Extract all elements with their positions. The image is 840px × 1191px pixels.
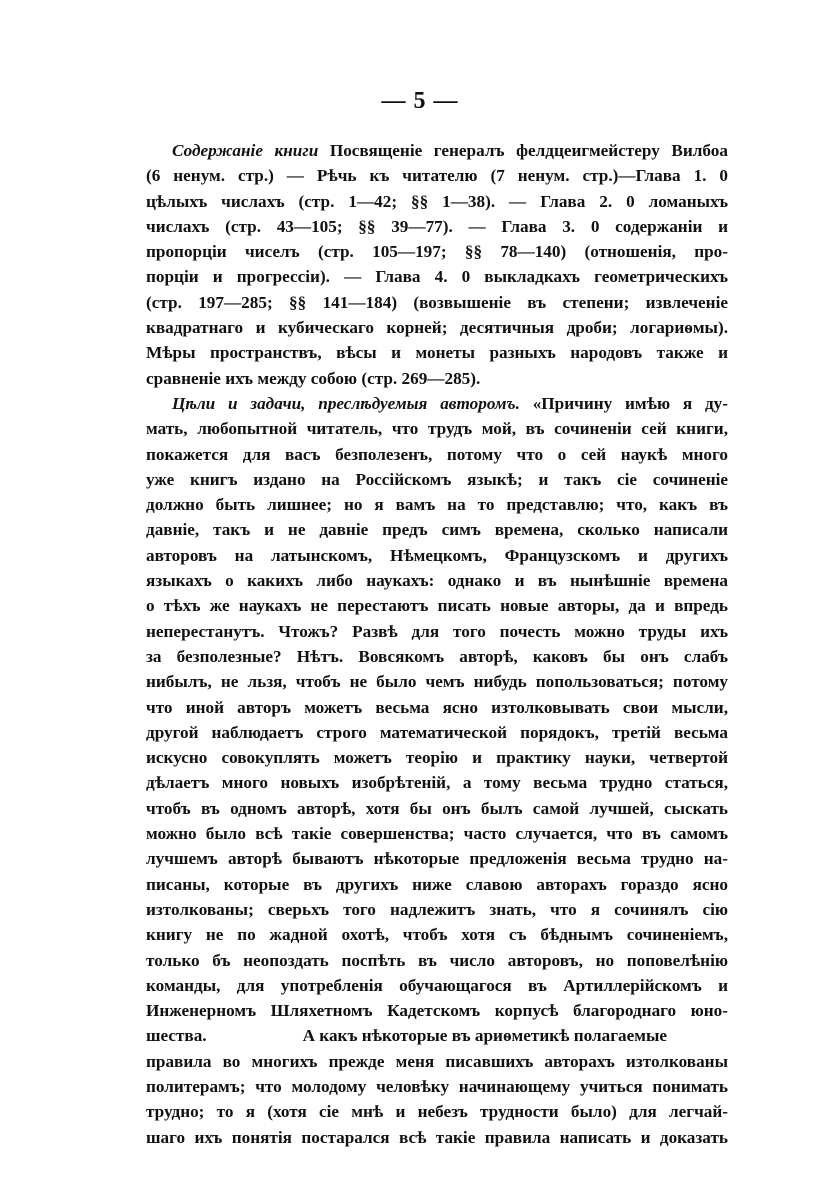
- text-line: порціи и прогрессіи). — Глава 4. 0 выкладкахъ геометрическихъ: [146, 267, 728, 287]
- text-line: шаго ихъ понятія постарался всѣ такіе правила написать и доказать: [146, 1127, 728, 1147]
- text-line: [146, 391, 728, 416]
- text-line: [146, 1023, 728, 1048]
- paragraph-lead-contents: Содержаніе книги: [172, 141, 319, 160]
- text-line: уже книгъ издано на Россійскомъ языкѣ; и такъ сіе сочиненіе: [146, 469, 728, 489]
- text-line: Инженерномъ Шляхетномъ Кадетскомъ корпусѣ благороднаго юно-: [146, 1001, 728, 1021]
- text-line-segment: шества.: [146, 1026, 207, 1046]
- text-line: покажется для васъ безполезенъ, потому что о сей наукѣ много: [146, 444, 728, 464]
- text-line: языкахъ о какихъ либо наукахъ: однако и въ нынѣшніе времена: [146, 571, 728, 591]
- paragraph-goals: [146, 391, 728, 1150]
- text-line: команды, для употребленія обучающагося въ Артиллерійскомъ и: [146, 975, 728, 995]
- text-line: сравненіе ихъ между собою (стр. 269—285).: [146, 368, 481, 388]
- text-line: политерамъ; что молодому человѣку начинающему учиться понимать: [146, 1076, 728, 1096]
- text-line: писаны, которые въ другихъ ниже славою авторахъ гораздо ясно: [146, 874, 728, 894]
- text-line: цѣлыхъ числахъ (стр. 1—42; §§ 1—38). — Глава 2. 0 ломаныхъ: [146, 191, 728, 211]
- text-line: можно было всѣ такіе совершенства; часто случается, что въ самомъ: [146, 824, 728, 844]
- paragraph-contents: [146, 138, 728, 391]
- text-line: искусно совокуплять можетъ теорію и практику науки, четвертой: [146, 748, 728, 768]
- text-line: правила во многихъ прежде меня писавшихъ авторахъ изтолкованы: [146, 1051, 728, 1071]
- text-line: дѣлаетъ много новыхъ изобрѣтеній, а тому весьма трудно статься,: [146, 773, 728, 793]
- text-line: лучшемъ авторѣ бываютъ нѣкоторые предложенія весьма трудно на-: [146, 849, 728, 869]
- text-line: [146, 138, 728, 163]
- text-line: что иной авторъ можетъ весьма ясно изтолковывать свои мысли,: [146, 697, 728, 717]
- text-line: трудно; то я (хотя сіе мнѣ и небезъ трудности было) для легчай-: [146, 1102, 728, 1122]
- text-line: книгу не по жадной охотѣ, чтобъ хотя съ бѣднымъ сочиненіемъ,: [146, 925, 728, 945]
- text-line: пропорціи чиселъ (стр. 105—197; §§ 78—140) (отношенія, про-: [146, 242, 728, 262]
- text-line: о тѣхъ же наукахъ не перестаютъ писать новые авторы, да и впредь: [146, 596, 728, 616]
- text-line: мать, любопытной читатель, что трудъ мой, въ сочиненіи сей книги,: [146, 419, 728, 439]
- text-line: другой наблюдаетъ строго математической порядокъ, третій весьма: [146, 722, 728, 742]
- text-line: чтобъ въ одномъ авторѣ, хотя бы онъ былъ самой лучшей, сыскать: [146, 798, 728, 818]
- page-number: — 5 —: [381, 88, 459, 114]
- text-line: (стр. 197—285; §§ 141—184) (возвышеніе въ степени; извлеченіе: [146, 292, 728, 312]
- text-line-segment: «Причину имѣю я ду-: [519, 393, 728, 413]
- text-line: должно быть лишнее; но я вамъ на то представлю; что, какъ въ: [146, 495, 728, 515]
- text-line: нибылъ, не льзя, чтобъ не было чемъ нибудь попользоваться; потому: [146, 672, 728, 692]
- text-line: (6 ненум. стр.) — Рѣчь къ читателю (7 ненум. стр.)—Глава 1. 0: [146, 166, 728, 186]
- body-text: [146, 138, 728, 1150]
- text-line: изтолкованы; сверьхъ того надлежитъ знать, что я сочинялъ сію: [146, 899, 728, 919]
- text-line: давніе, такъ и не давніе предъ симъ времена, сколько написали: [146, 520, 728, 540]
- paragraph-lead-goals: Цѣли и задачи, преслѣдуемыя авторомъ.: [172, 393, 520, 413]
- text-line: квадратнаго и кубическаго корней; десятичныя дроби; логариѳмы).: [146, 318, 728, 338]
- text-line: числахъ (стр. 43—105; §§ 39—77). — Глава 3. 0 содержаніи и: [146, 216, 728, 236]
- text-line: авторовъ на латынскомъ, Нѣмецкомъ, Французскомъ и другихъ: [146, 545, 728, 565]
- text-line: Мѣры пространствъ, вѣсы и монеты разныхъ народовъ также и: [146, 343, 728, 363]
- text-line: неперестанутъ. Чтожъ? Развѣ для того почесть можно труды ихъ: [146, 621, 728, 641]
- text-line-segment: Посвященіе генералъ фелдцеигмейстеру Вилбоа: [318, 141, 728, 160]
- text-line: за безполезные? Нѣтъ. Вовсякомъ авторѣ, каковъ бы онъ слабъ: [146, 646, 728, 666]
- text-line-segment: А какъ нѣкоторые въ ариѳметикѣ полагаемые: [302, 1026, 668, 1046]
- text-line: только бъ неопоздать поспѣть въ число авторовъ, но поповелѣнію: [146, 950, 728, 970]
